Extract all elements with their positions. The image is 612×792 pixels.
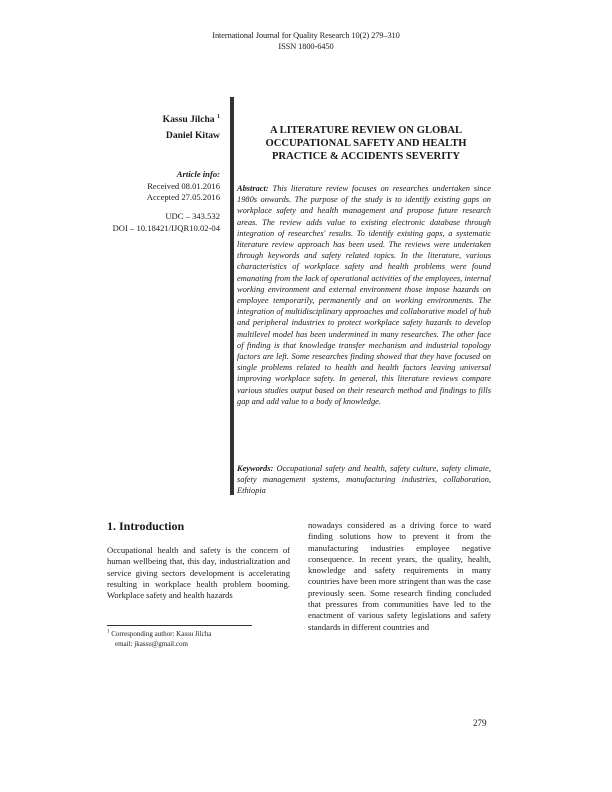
- footnote-email: email: jkassu@gmail.com: [115, 639, 188, 648]
- udc-code: UDC – 343.532: [165, 211, 220, 221]
- abstract-text: This literature review focuses on researches undertaken since 1980s onwards. The purpose of the study is to identify existing gaps on workplace safety and health management and propose future research areas. The review adds value to existing electronic database through integration of researches' results. To identify existing gaps, a systematic literature review approach has been used. The reviews were undertaken through keywords and safety related topics. In the literature, various characteristics of workplace safety and health problems were found emanating from the lack of operational activities of the employees, internal working environment and external environment those impose hazards on employee temporarily, permanently and on working environments. The integration of multidisciplinary approaches and collaborative model of hub and peripheral industries to protect workplace safety hazards to develop multilevel model has been undermined in many researches. The other face of finding is that knowledge transfer mechanism and industrial topology factors are left. Some researches finding showed that they have focused on single problems related to health and health factors leaving universal improving workplace safety. In general, this literature reviews compare various studies output based on their research method and findings to fills gap and add value to a body of knowledge.: [237, 184, 492, 406]
- footnote-mark: 1: [107, 629, 110, 635]
- footnote-corresponding: $^1$ Corresponding author: Kassu Jilcha: [107, 629, 212, 638]
- article-info: [100, 169, 220, 204]
- footnote: [107, 630, 297, 649]
- journal-issn: ISSN 1800-6450: [278, 42, 334, 51]
- abstract: [237, 183, 491, 407]
- body-column-left: Occupational health and safety is the concern of human wellbeing that, this day, industrialization and service giving sectors development is accelerating resulting in workplace health problem booming. Workplace safety and health hazards: [107, 545, 290, 601]
- body-column-right: nowadays considered as a driving force to ward finding solutions how to prevent it from the manufacturing industries employee negative consequence. In recent years, the quality, health, knowledge and safety requirements in many countries have been more stringent than was the case previously seen. Some research finding concluded that pressures from communities have led to the enactment of various safety legislations and safety standards in different countries and: [308, 520, 491, 632]
- accepted-date: Accepted 27.05.2016: [146, 192, 220, 202]
- author-footnote-mark: 1: [217, 113, 220, 120]
- vertical-divider: [230, 97, 234, 495]
- journal-citation: International Journal for Quality Research 10(2) 279–310: [212, 31, 400, 40]
- keywords-label: Keywords:: [237, 464, 274, 473]
- keywords-text: Occupational safety and health, safety culture, safety climate, safety management systems, manufacturing industries, collaboration, Ethiopia: [237, 464, 491, 496]
- article-title: A LITERATURE REVIEW ON GLOBAL OCCUPATIONAL SAFETY AND HEALTH PRACTICE & ACCIDENTS SEVERITY: [265, 125, 467, 162]
- article-info-label: Article info:: [176, 169, 220, 179]
- section-heading: 1. Introduction: [107, 519, 185, 533]
- received-date: Received 08.01.2016: [147, 180, 220, 191]
- classification-info: [100, 211, 220, 234]
- page-number: 279: [473, 718, 487, 728]
- doi: DOI – 10.18421/IJQR10.02-04: [112, 222, 220, 233]
- abstract-label: Abstract:: [237, 184, 269, 193]
- footnote-divider: [107, 625, 252, 626]
- author-name-1: Kassu Jilcha $^1$: [162, 113, 220, 125]
- author-list: [100, 112, 220, 144]
- journal-header: [0, 30, 612, 52]
- keywords: [237, 463, 491, 497]
- author-name-2: Daniel Kitaw: [165, 130, 220, 141]
